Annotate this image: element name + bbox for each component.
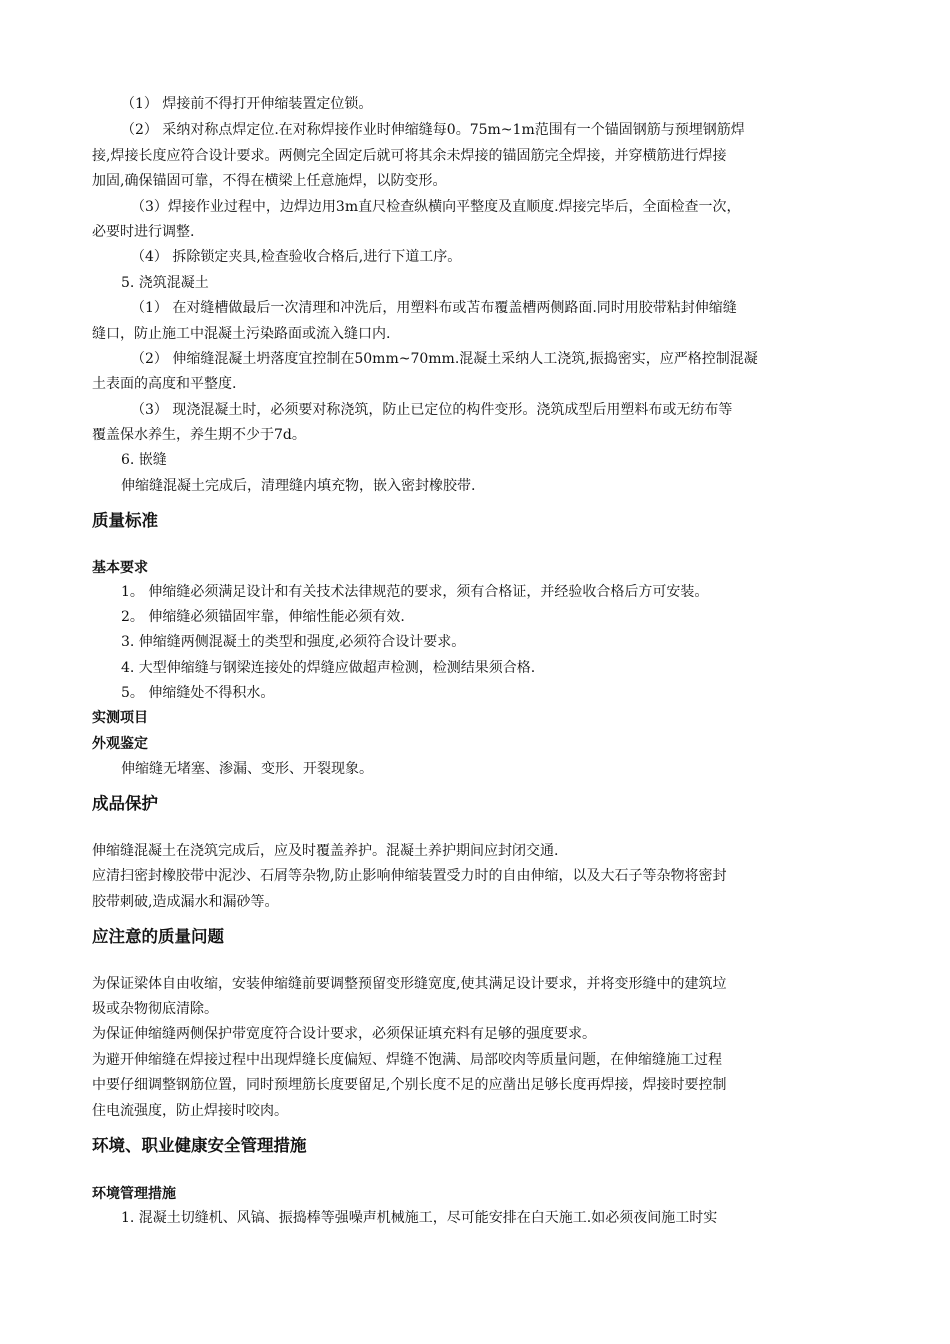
weld-check-line-1: （3）焊接作业过程中，边焊边用3m直尺检查纵横向平整度及直顺度.焊接完毕后，全面检查一次， (131, 199, 741, 215)
quality-heading: 质量标准 (92, 511, 158, 530)
pour-item-3-line-1: （3） 现浇混凝土时，必须要对称浇筑，防止已定位的构件变形。浇筑成型后用塑料布或无纺布等 (131, 402, 733, 418)
environment-management-heading: 环境管理措施 (92, 1186, 176, 1202)
weld-point-line-1: （2） 采纳对称点焊定位.在对称焊接作业时伸缩缝每0。75m~1m范围有一个锚固钢筋与预埋钢筋焊 (121, 122, 745, 138)
quality-item-1: 1。 伸缩缝必须满足设计和有关技术法律规范的要求，须有合格证，并经验收合格后方可安装。 (121, 584, 709, 600)
remove-clamp-line: （4） 拆除锁定夹具,检查验收合格后,进行下道工序。 (131, 249, 462, 265)
issues-paragraph-3-line-2: 中要仔细调整钢筋位置，同时预埋筋长度要留足,个别长度不足的应凿出足够长度再焊接，焊接时要控制 (92, 1077, 727, 1093)
pour-item-2-line-2: 土表面的高度和平整度. (92, 376, 237, 392)
quality-issues-heading: 应注意的质量问题 (92, 927, 224, 946)
issues-paragraph-3-line-3: 住电流强度，防止焊接时咬肉。 (92, 1103, 288, 1119)
pour-item-2-line-1: （2） 伸缩缝混凝土坍落度宜控制在50mm~70mm.混凝土采纳人工浇筑,振捣密实，应严格控制混凝 (131, 351, 758, 367)
protection-paragraph-1: 伸缩缝混凝土在浇筑完成后，应及时覆盖养护。混凝土养护期间应封闭交通. (92, 843, 559, 859)
protection-paragraph-2-line-1: 应清扫密封橡胶带中泥沙、石屑等杂物,防止影响伸缩装置受力时的自由伸缩，以及大石子等杂物将密封 (92, 868, 727, 884)
quality-item-5: 5。 伸缩缝处不得积水。 (121, 685, 275, 701)
quality-item-3: 3. 伸缩缝两侧混凝土的类型和强度,必须符合设计要求。 (121, 634, 466, 650)
pour-item-1-line-2: 缝口，防止施工中混凝土污染路面或流入缝口内. (92, 326, 391, 342)
appearance-text: 伸缩缝无堵塞、渗漏、变形、开裂现象。 (121, 761, 373, 777)
issues-paragraph-1-line-2: 圾或杂物彻底清除。 (92, 1001, 218, 1017)
quality-item-4: 4. 大型伸缩缝与钢梁连接处的焊缝应做超声检测，检测结果须合格. (121, 660, 536, 676)
weld-point-line-2: 接,焊接长度应符合设计要求。两侧完全固定后就可将其余未焊接的锚固筋完全焊接，并穿横筋进行焊接 (92, 148, 727, 164)
issues-paragraph-3-line-1: 为避开伸缩缝在焊接过程中出现焊缝长度偏短、焊缝不饱满、局部咬肉等质量问题，在伸缩缝施工过程 (92, 1052, 722, 1068)
weld-lock-line: （1） 焊接前不得打开伸缩装置定位锁。 (121, 96, 373, 112)
pour-item-1-line-1: （1） 在对缝槽做最后一次清理和冲洗后，用塑料布或苫布覆盖槽两侧路面.同时用胶带粘封伸缩缝 (131, 300, 737, 316)
pour-concrete-title: 5. 浇筑混凝土 (121, 275, 209, 291)
issues-paragraph-2: 为保证伸缩缝两侧保护带宽度符合设计要求，必须保证填充料有足够的强度要求。 (92, 1026, 596, 1042)
environment-item-1: 1. 混凝土切缝机、风镐、振捣棒等强噪声机械施工，尽可能安排在白天施工.如必须夜间施工时实 (121, 1210, 718, 1226)
environment-heading: 环境、职业健康安全管理措施 (92, 1136, 307, 1155)
appearance-heading: 外观鉴定 (92, 736, 148, 752)
protection-paragraph-2-line-2: 胶带刺破,造成漏水和漏砂等。 (92, 894, 279, 910)
pour-item-3-line-2: 覆盖保水养生，养生期不少于7d。 (92, 427, 306, 443)
seal-title: 6. 嵌缝 (121, 452, 167, 468)
weld-check-line-2: 必要时进行调整. (92, 224, 195, 240)
weld-point-line-3: 加固,确保锚固可靠，不得在横梁上任意施焊，以防变形。 (92, 173, 447, 189)
quality-item-2: 2。 伸缩缝必须锚固牢靠，伸缩性能必须有效. (121, 609, 405, 625)
basic-requirements-heading: 基本要求 (92, 560, 148, 576)
seal-text: 伸缩缝混凝土完成后，清理缝内填充物，嵌入密封橡胶带. (121, 478, 476, 494)
protection-heading: 成品保护 (92, 794, 158, 813)
measured-items-heading: 实测项目 (92, 710, 148, 726)
issues-paragraph-1-line-1: 为保证梁体自由收缩，安装伸缩缝前要调整预留变形缝宽度,使其满足设计要求，并将变形缝中的建筑垃 (92, 976, 727, 992)
